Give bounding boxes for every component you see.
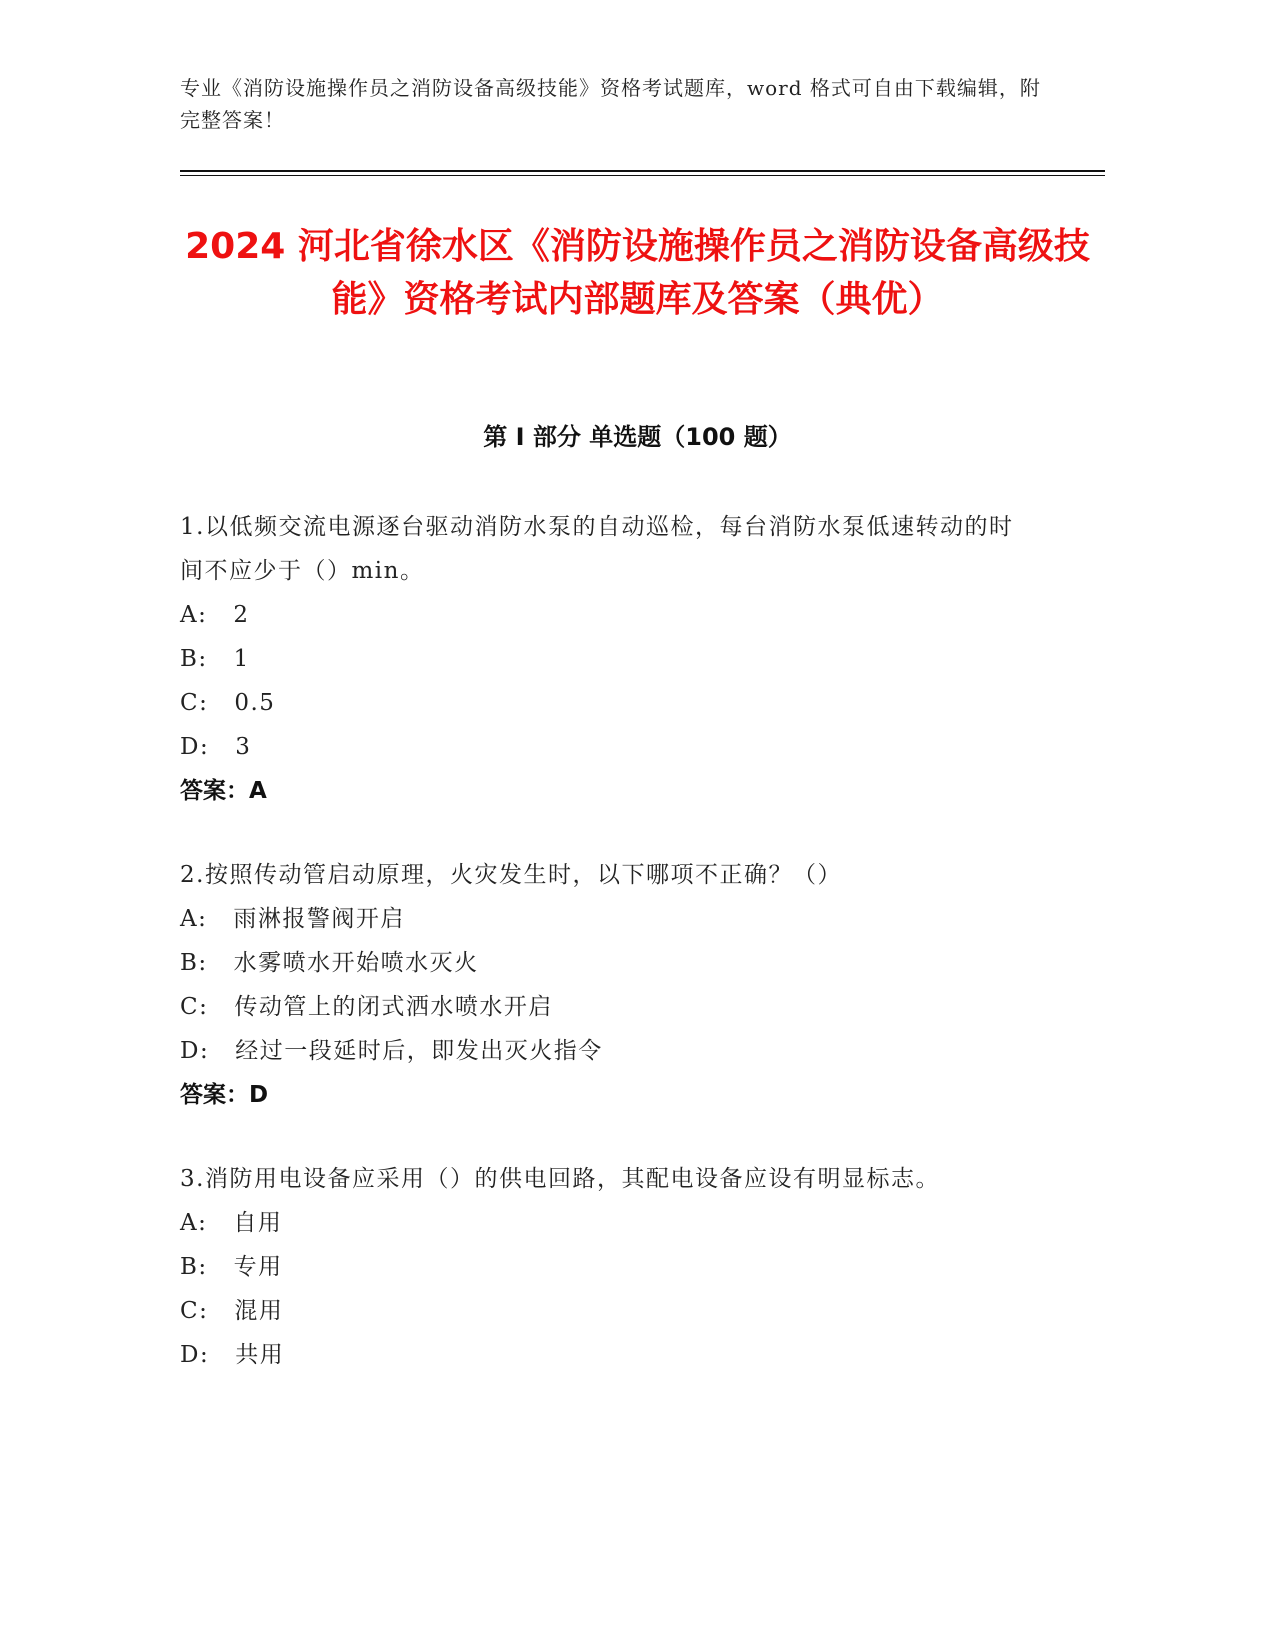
answer-line: 答案：A: [180, 778, 267, 804]
option-letter: B:: [180, 646, 208, 672]
option-letter: C:: [180, 994, 209, 1020]
option-c: [180, 681, 1030, 725]
question-list: [180, 505, 1030, 1417]
option-d: [180, 1029, 1030, 1073]
option-c: [180, 1289, 1030, 1333]
option-text: 传动管上的闭式洒水喷水开启: [234, 994, 553, 1020]
option-letter: B:: [180, 950, 208, 976]
option-c: [180, 985, 1030, 1029]
option-letter: B:: [180, 1254, 208, 1280]
option-text: 专用: [233, 1254, 283, 1280]
option-text: 0.5: [234, 690, 276, 716]
document-title: 2024 河北省徐水区《消防设施操作员之消防设备高级技能》资格考试内部题库及答案（典优）: [185, 226, 1090, 320]
option-letter: D:: [180, 1342, 210, 1368]
option-letter: D:: [180, 734, 210, 760]
answer-line: 答案：D: [180, 1082, 269, 1108]
option-a: [180, 1201, 1030, 1245]
option-a: [180, 593, 1030, 637]
option-text: 混用: [234, 1298, 284, 1324]
header-divider-thin: [180, 175, 1105, 176]
option-text: 3: [235, 734, 252, 760]
question-stem: 3.消防用电设备应采用（）的供电回路，其配电设备应设有明显标志。: [180, 1166, 940, 1192]
option-text: 雨淋报警阀开启: [233, 906, 405, 932]
option-letter: A:: [180, 906, 208, 932]
option-d: [180, 1333, 1030, 1377]
question-item: [180, 1157, 1030, 1377]
option-text: 共用: [235, 1342, 285, 1368]
option-d: [180, 725, 1030, 769]
header-note: 专业《消防设施操作员之消防设备高级技能》资格考试题库，word 格式可自由下载编辑，附完整答案！: [180, 76, 1041, 132]
option-b: [180, 637, 1030, 681]
header-divider-thick: [180, 170, 1105, 172]
question-item: [180, 853, 1030, 1117]
option-letter: C:: [180, 1298, 209, 1324]
option-a: [180, 897, 1030, 941]
option-letter: D:: [180, 1038, 210, 1064]
question-stem: 2.按照传动管启动原理，火灾发生时，以下哪项不正确？（）: [180, 862, 842, 888]
option-letter: C:: [180, 690, 209, 716]
question-item: [180, 505, 1030, 813]
option-letter: A:: [180, 1210, 208, 1236]
option-b: [180, 1245, 1030, 1289]
option-text: 水雾喷水开始喷水灭火: [233, 950, 479, 976]
option-b: [180, 941, 1030, 985]
section-title: 第 I 部分 单选题（100 题）: [483, 423, 792, 451]
question-stem: 1.以低频交流电源逐台驱动消防水泵的自动巡检，每台消防水泵低速转动的时间不应少于（）min。: [180, 514, 1014, 584]
option-text: 2: [233, 602, 250, 628]
option-text: 经过一段延时后，即发出灭火指令: [235, 1038, 603, 1064]
option-text: 自用: [233, 1210, 283, 1236]
option-letter: A:: [180, 602, 208, 628]
option-text: 1: [233, 646, 250, 672]
